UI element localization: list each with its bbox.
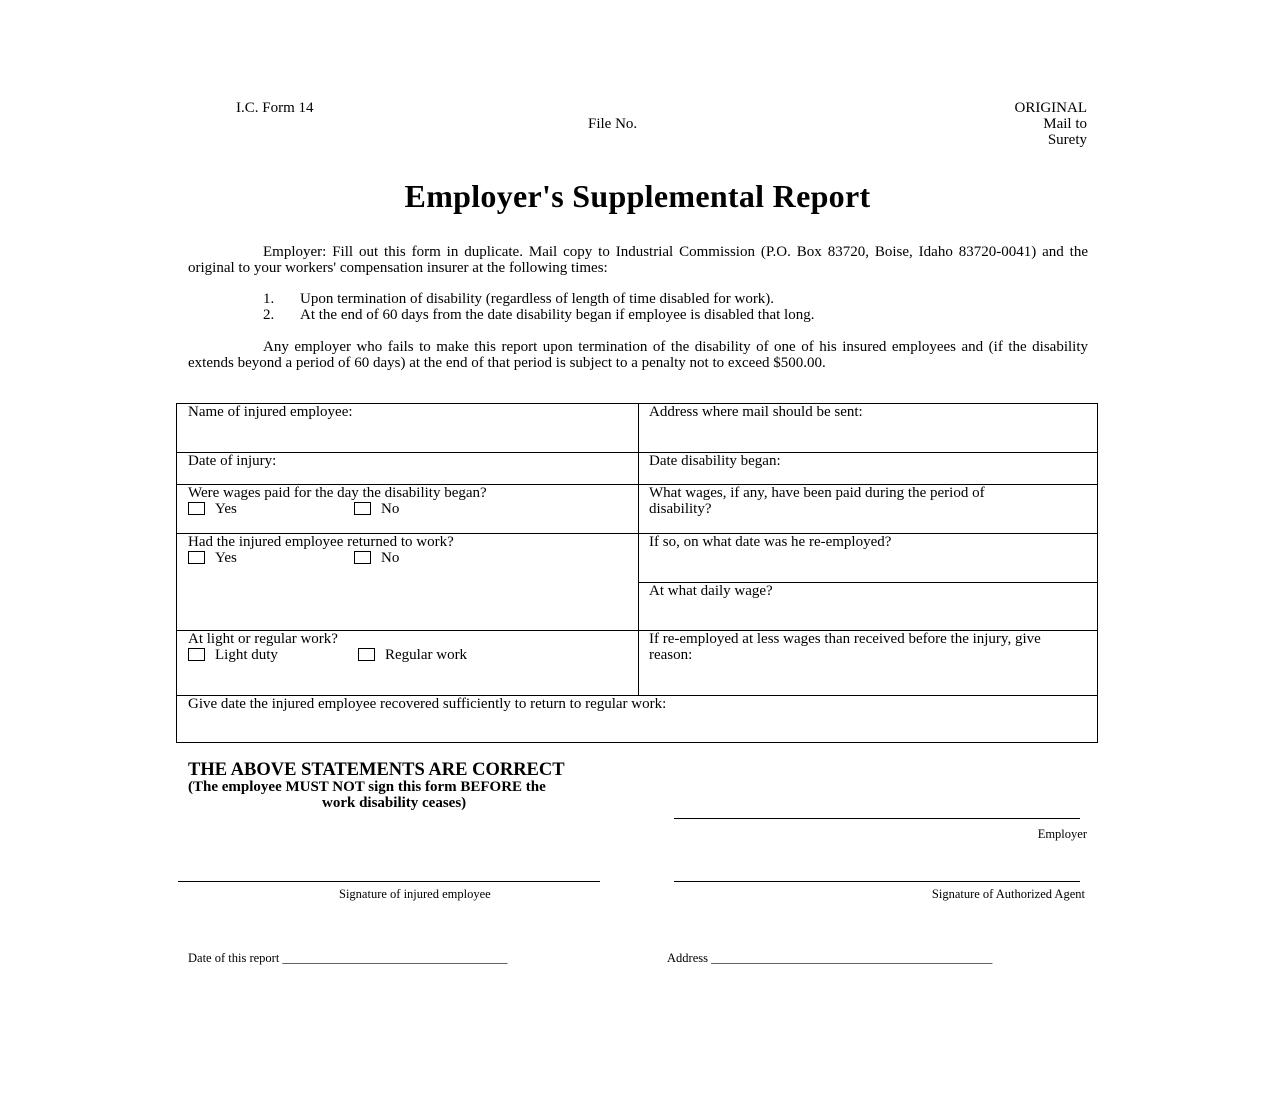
report-form-table <box>176 403 1098 743</box>
instructions-intro <box>188 244 1088 276</box>
employee-signature-label: Signature of injured employee <box>339 887 491 901</box>
returned-yes-checkbox[interactable] <box>188 551 205 564</box>
date-of-injury-field[interactable] <box>177 453 638 484</box>
agent-address-label: Address <box>667 951 708 965</box>
penalty-notice <box>188 339 1088 371</box>
recovery-date-label: Give date the injured employee recovered sufficiently to return to regular work: <box>188 696 667 712</box>
wages-paid-no-option[interactable] <box>354 501 399 517</box>
list-item-text: At the end of 60 days from the date disability began if employee is disabled that long. <box>300 307 815 323</box>
report-date-label: Date of this report <box>188 951 280 965</box>
regular-work-label: Regular work <box>385 647 468 663</box>
agent-signature-label: Signature of Authorized Agent <box>931 887 1085 901</box>
date-disability-began-label: Date disability began: <box>649 453 781 469</box>
wages-paid-no-label: No <box>381 501 400 517</box>
agent-address-field[interactable] <box>667 951 992 965</box>
work-type-question: At light or regular work? <box>188 631 338 647</box>
copy-designation <box>1015 100 1088 148</box>
correctness-statement: THE ABOVE STATEMENTS ARE CORRECT <box>188 760 565 780</box>
report-date-field[interactable] <box>188 951 507 965</box>
less-wages-reason-label: If re-employed at less wages than received before the injury, give reason: <box>649 631 1041 663</box>
employer-signature-line[interactable] <box>674 818 1080 819</box>
regular-work-checkbox[interactable] <box>358 648 375 661</box>
wages-during-disability-field[interactable] <box>638 485 1097 533</box>
agent-address-blank: _____________________________________________ <box>711 951 993 965</box>
regular-work-option[interactable] <box>358 647 467 663</box>
reemployed-date-label: If so, on what date was he re-employed? <box>649 534 892 550</box>
wages-during-disability-label: What wages, if any, have been paid during the period of disability? <box>649 485 985 517</box>
wages-paid-day-question: Were wages paid for the day the disability began? <box>188 485 487 501</box>
copy-line-surety: Surety <box>1047 132 1087 148</box>
statement-note-line-1: (The employee MUST NOT sign this form BEFORE the <box>188 779 546 795</box>
returned-yes-option[interactable] <box>188 550 237 566</box>
returned-no-option[interactable] <box>354 550 399 566</box>
returned-no-checkbox[interactable] <box>354 551 371 564</box>
wages-paid-yes-option[interactable] <box>188 501 237 517</box>
daily-wage-field[interactable] <box>638 583 1097 630</box>
report-date-blank: ____________________________________ <box>282 951 508 965</box>
returned-no-label: No <box>381 550 400 566</box>
light-duty-checkbox[interactable] <box>188 648 205 661</box>
employer-label: Employer <box>1037 827 1087 841</box>
returned-to-work-question: Had the injured employee returned to work? <box>188 534 454 550</box>
wages-paid-yes-label: Yes <box>215 501 237 517</box>
list-item-number: 1. <box>263 291 275 307</box>
list-item-text: Upon termination of disability (regardless of length of time disabled for work). <box>300 291 775 307</box>
daily-wage-label: At what daily wage? <box>649 583 773 599</box>
agent-signature-line[interactable] <box>674 881 1080 882</box>
employee-signature-line[interactable] <box>178 881 600 882</box>
instructions-intro-text: Employer: Fill out this form in duplicate. Mail copy to Industrial Commission (P.O. Box 83720, Boise, Idaho 83720-0041) and the original to your workers' compensation insurer at the following times: <box>188 244 1088 276</box>
copy-line-mail-to: Mail to <box>1043 116 1087 132</box>
recovery-date-field[interactable] <box>177 696 1097 742</box>
penalty-notice-text: Any employer who fails to make this report upon termination of the disability of one of his insured employees and (if the disability extends beyond a period of 60 days) at the end of that period is subject to a penalty not to exceed $500.00. <box>188 339 1088 371</box>
wages-paid-yes-checkbox[interactable] <box>188 502 205 515</box>
mailing-address-field[interactable] <box>638 404 1097 452</box>
work-type-cell <box>177 631 638 695</box>
wages-paid-no-checkbox[interactable] <box>354 502 371 515</box>
returned-yes-label: Yes <box>215 550 237 566</box>
list-item <box>263 307 814 323</box>
list-item-number: 2. <box>263 307 275 323</box>
reemployed-date-field[interactable] <box>638 534 1097 582</box>
copy-line-original: ORIGINAL <box>1014 100 1087 116</box>
mailing-address-label: Address where mail should be sent: <box>649 404 863 420</box>
light-duty-option[interactable] <box>188 647 278 663</box>
employee-name-field[interactable] <box>177 404 638 452</box>
date-disability-began-field[interactable] <box>638 453 1097 484</box>
instructions-list <box>263 291 814 323</box>
list-item <box>263 291 814 307</box>
returned-to-work-cell <box>177 534 638 630</box>
file-number-label: File No. <box>588 116 638 132</box>
statement-note-line-2: work disability ceases) <box>322 795 467 811</box>
light-duty-label: Light duty <box>215 647 278 663</box>
date-of-injury-label: Date of injury: <box>188 453 277 469</box>
form-id: I.C. Form 14 <box>236 100 314 116</box>
wages-paid-day-cell <box>177 485 638 533</box>
page-title: Employer's Supplemental Report <box>404 178 871 214</box>
less-wages-reason-field[interactable] <box>638 631 1097 695</box>
employee-name-label: Name of injured employee: <box>188 404 353 420</box>
